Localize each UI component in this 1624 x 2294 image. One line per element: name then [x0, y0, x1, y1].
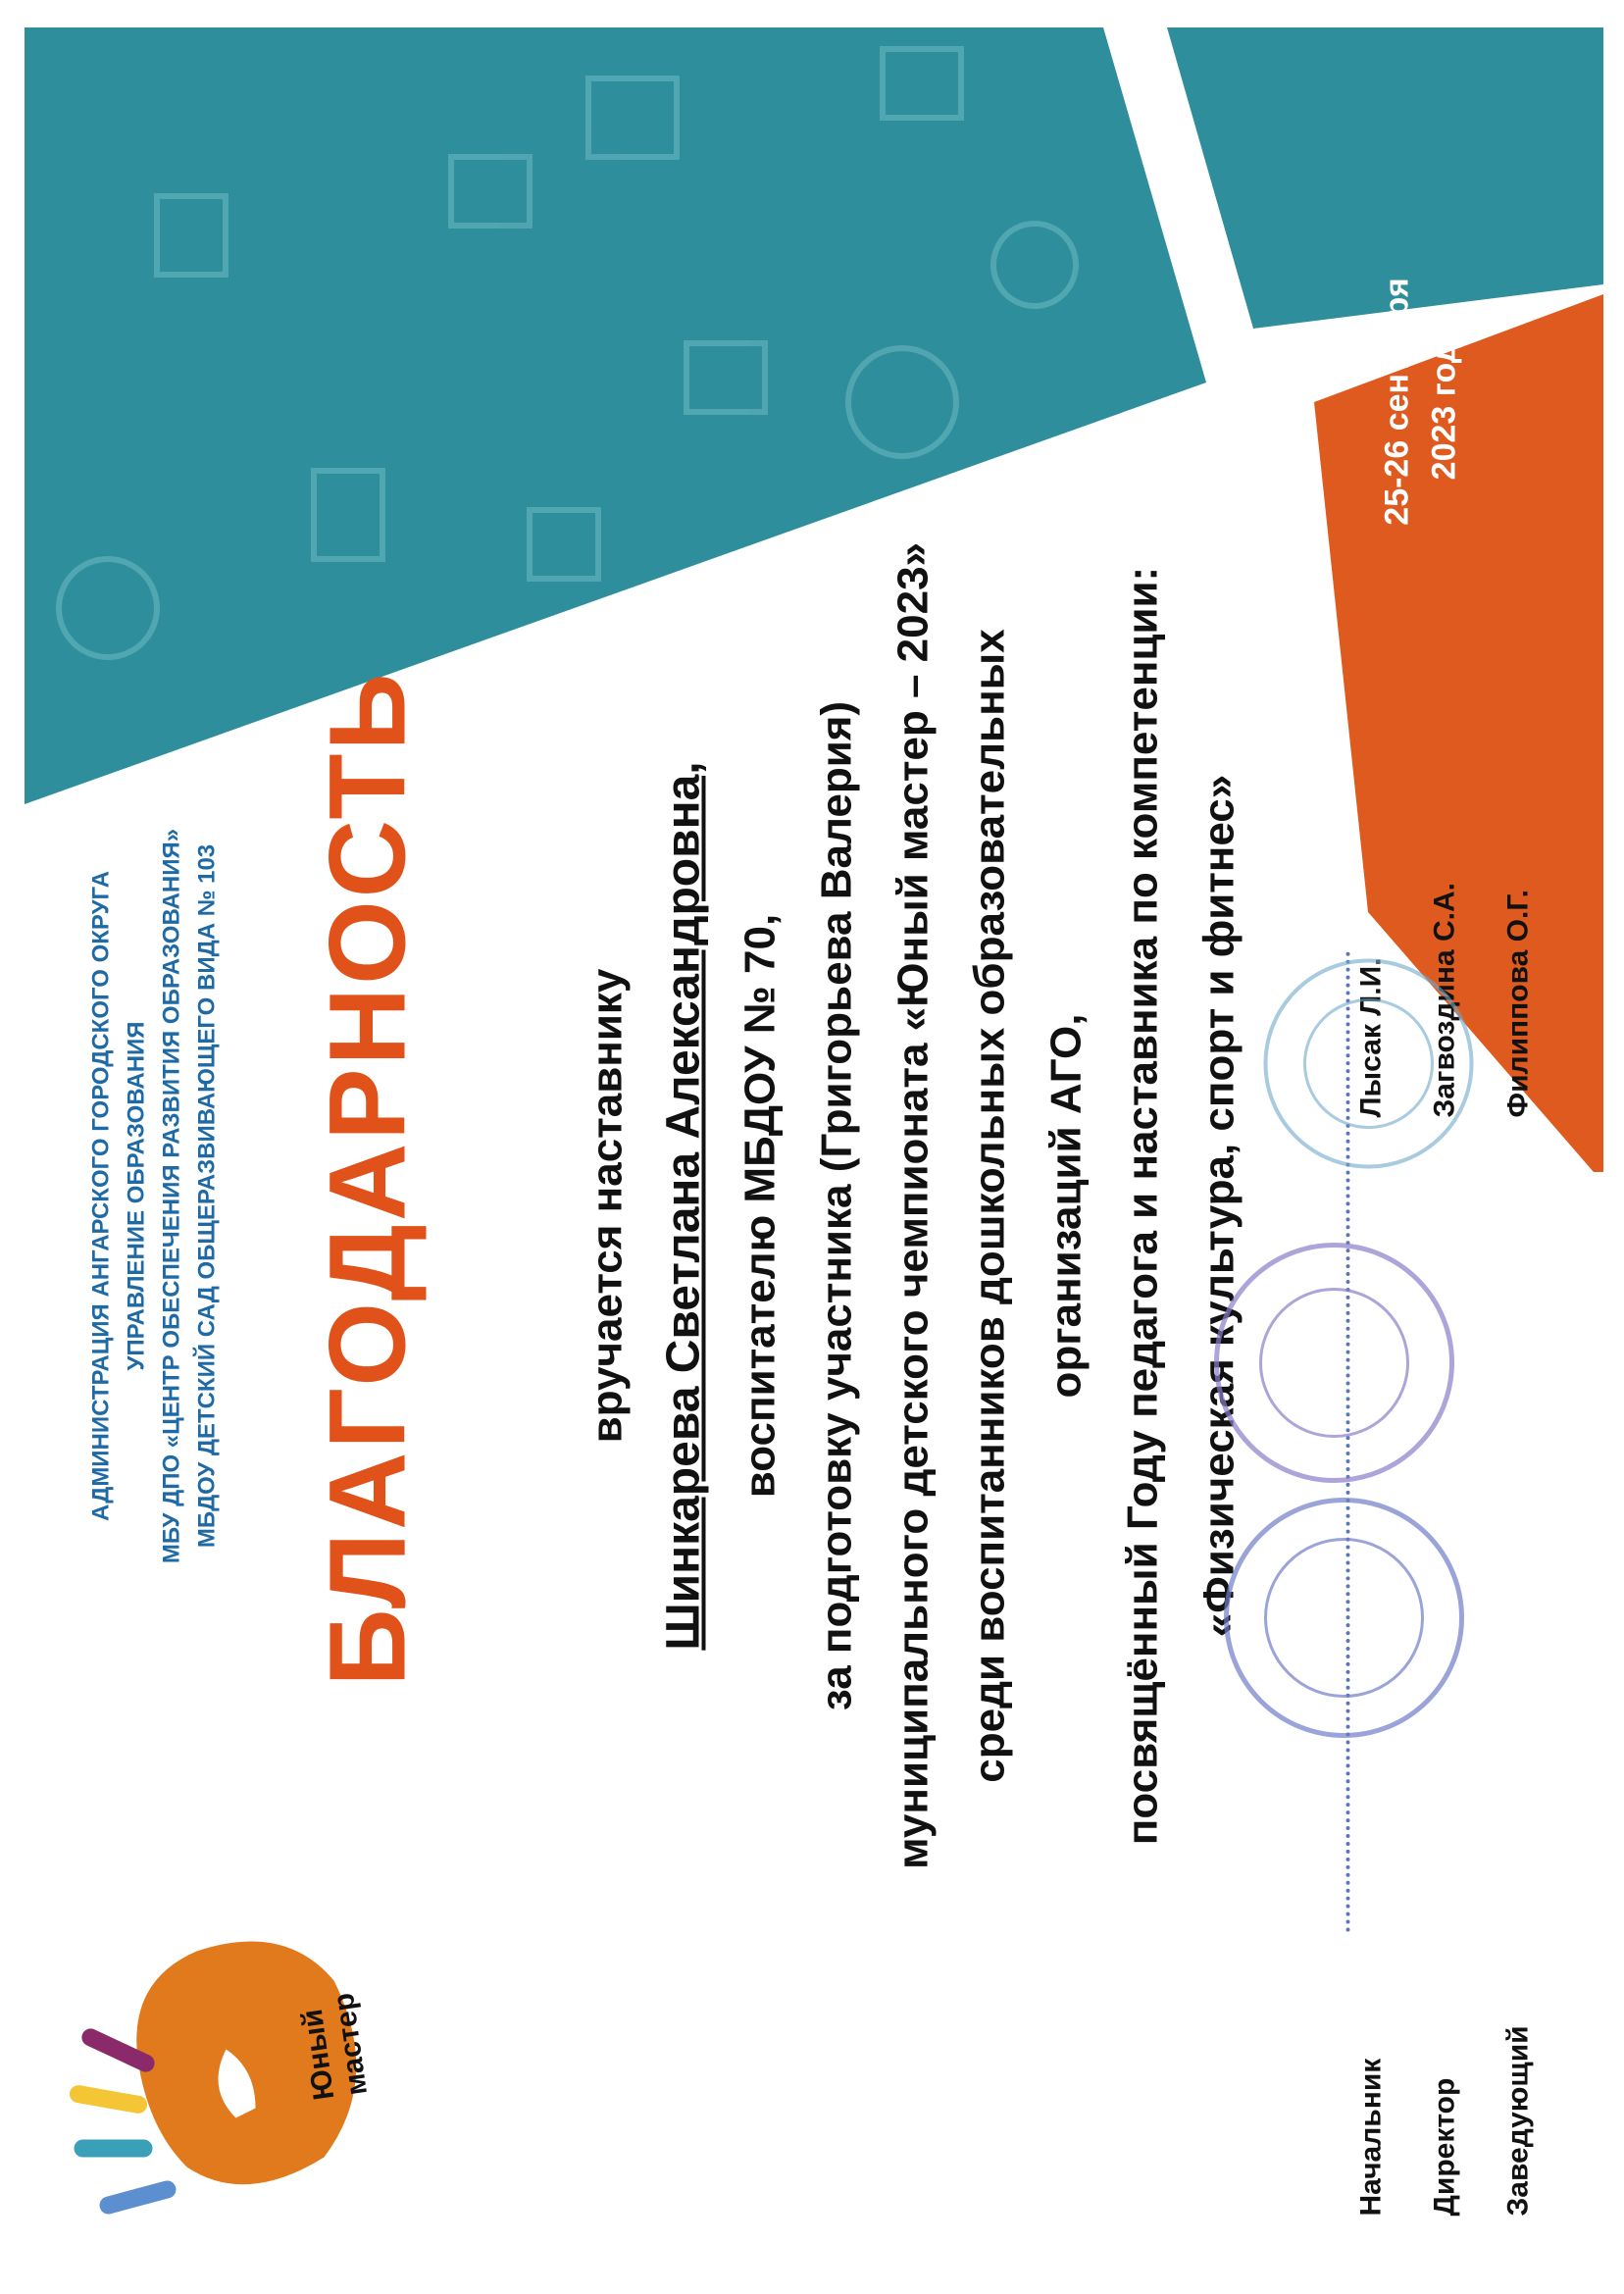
signature-name: Загвоздина С.А. — [1428, 883, 1460, 1118]
body-line-4: за подготовку участника (Григорьева Валерия) — [812, 700, 860, 1711]
logo-label: Юный мастер — [295, 1991, 374, 2103]
date-line-2: 2023 года — [1425, 323, 1462, 481]
header-line-4: МБДОУ ДЕТСКИЙ САД ОБЩЕРАЗВИВАЮЩЕГО ВИДА № 103 — [193, 843, 220, 1549]
signature-name: Лысак Л.И. — [1354, 957, 1387, 1118]
body-line-1: вручается наставнику — [583, 968, 631, 1444]
signature-title: Начальник — [1354, 2058, 1387, 2217]
body-line-8: посвящённый Году педагога и наставника по компетенции: — [1118, 566, 1166, 1846]
body-line-6: среди воспитанников дошкольных образовательных — [965, 629, 1013, 1783]
recipient-name: Шинкарева Светлана Александровна, — [657, 761, 709, 1651]
official-stamp-icon — [1216, 1491, 1471, 1746]
signature-title: Директор — [1428, 2077, 1460, 2217]
rotated-content — [0, 1, 1624, 2294]
certificate-title: БЛАГОДАРНОСТЬ — [307, 670, 428, 1687]
event-date — [1373, 196, 1467, 608]
signature-titles — [1334, 1962, 1554, 2217]
header-line-3: МБУ ДПО «ЦЕНТР ОБЕСПЕЧЕНИЯ РАЗВИТИЯ ОБРАЗОВАНИЯ» — [158, 828, 184, 1564]
organization-header — [83, 706, 225, 1687]
date-line-1: 25-26 сентября — [1378, 278, 1415, 526]
header-line-2: УПРАВЛЕНИЕ ОБРАЗОВАНИЯ — [123, 1021, 149, 1371]
body-line-9: «Физическая культура, спорт и фитнес» — [1194, 774, 1243, 1638]
body-line-5: муниципального детского чемпионата «Юный мастер – 2023» — [888, 541, 937, 1870]
official-stamp-icon — [1255, 951, 1481, 1177]
certificate-body — [569, 226, 1257, 2187]
signature-title: Заведующий — [1501, 2025, 1534, 2217]
body-line-7: организаций АГО, — [1041, 1013, 1090, 1399]
body-line-3: воспитателю МБДОУ № 70, — [736, 913, 784, 1499]
signature-name: Филиппова О.Г. — [1501, 890, 1534, 1118]
official-stamp-icon — [1206, 1236, 1461, 1491]
header-line-1: АДМИНИСТРАЦИЯ АНГАРСКОГО ГОРОДСКОГО ОКРУГА — [87, 871, 114, 1521]
